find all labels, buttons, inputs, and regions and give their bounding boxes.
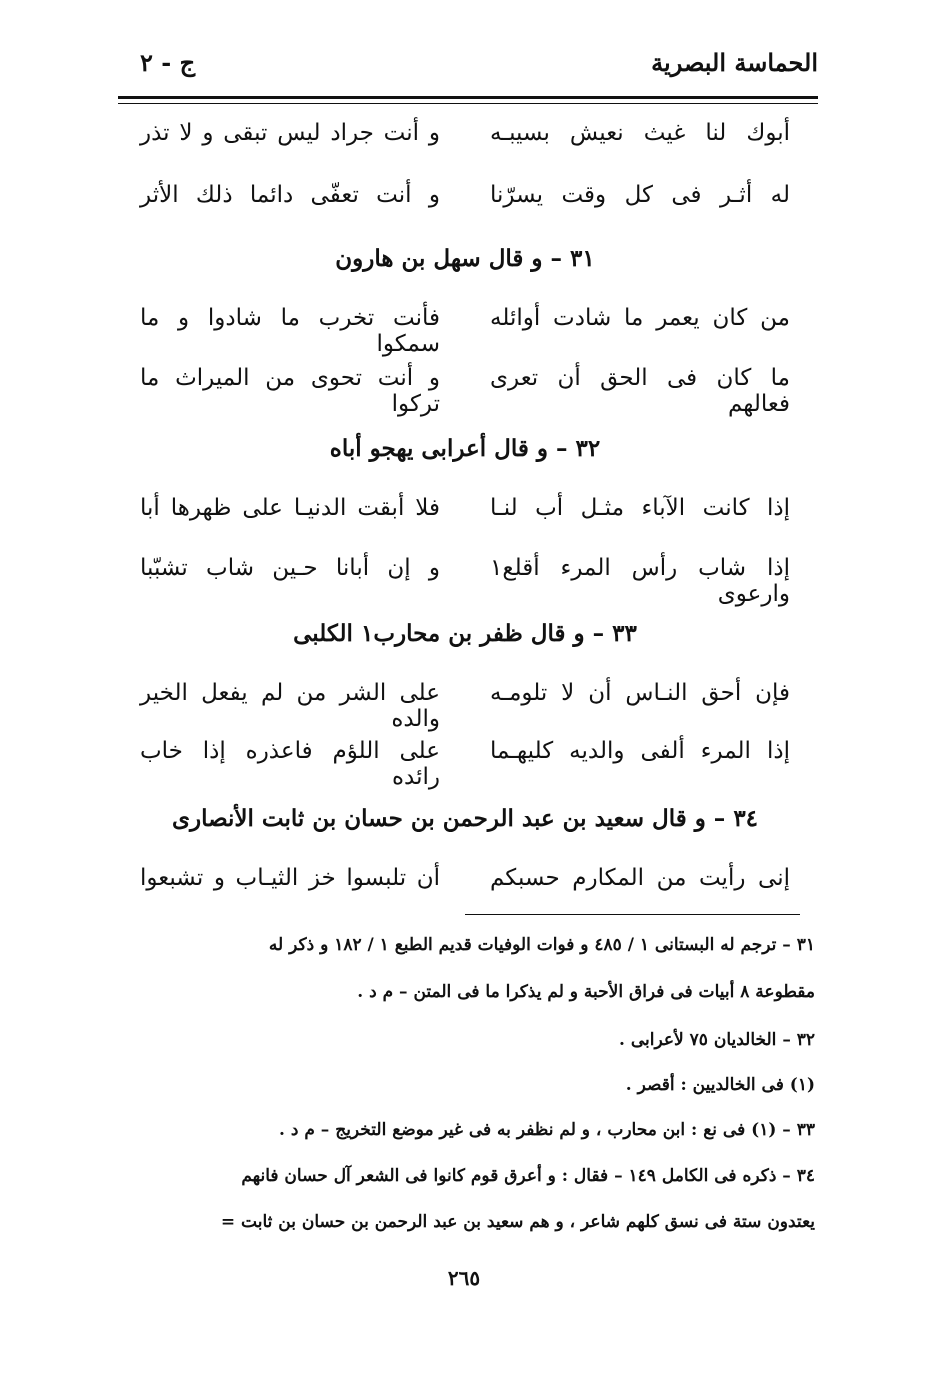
poem-heading-33: ٣٣ – و قال ظفر بن محارب١ الكلبى bbox=[293, 620, 637, 647]
volume-number: ج - ٢ bbox=[140, 48, 196, 77]
hemistich-first: إذا كانت الآباء مثـل أب لنـا bbox=[490, 495, 790, 521]
hemistich-first: من كان يعمر ما شادت أوائله bbox=[490, 305, 790, 331]
footnote-line: ٣٣ – (١) فى نع : ابن محارب ، و لم نظفر به فى غير موضع التخريج – م د . bbox=[279, 1120, 815, 1140]
hemistich-first: إنى رأيت من المكارم حسبكم bbox=[490, 865, 790, 891]
verse-line bbox=[140, 120, 790, 168]
footnote-line: يعتدون ستة فى نسق كلهم شاعر ، و هم سعيد بن عبد الرحمن بن حسان بن ثابت = bbox=[220, 1212, 815, 1232]
footnote-line: ٣١ – ترجم له البستانى ١ / ٤٨٥ و فوات الوفيات قديم الطبع ١ / ١٨٢ و ذكر له bbox=[268, 935, 815, 955]
footnote-line: ٣٢ – الخالديان ٧٥ لأعرابى . bbox=[619, 1030, 815, 1050]
verse-line bbox=[140, 555, 790, 607]
hemistich-second: و أنت تعفّى دائما ذلك الأثر bbox=[140, 182, 440, 208]
verse-line bbox=[140, 495, 790, 543]
verse-line bbox=[140, 865, 790, 913]
verse-line bbox=[140, 738, 790, 790]
verse-line bbox=[140, 182, 790, 230]
poem-heading-31: ٣١ – و قال سهل بن هارون bbox=[335, 245, 595, 272]
header-rule-thick bbox=[118, 96, 818, 99]
page-header bbox=[118, 48, 818, 92]
running-title: الحماسة البصرية bbox=[651, 48, 818, 77]
header-rule-thin bbox=[118, 103, 818, 104]
hemistich-first: له أثـر فى كل وقت يسرّنا bbox=[490, 182, 790, 208]
hemistich-second: و أنت تحوى من الميراث ما تركوا bbox=[140, 365, 440, 417]
verse-line bbox=[140, 305, 790, 357]
hemistich-second: على الشر من لم يفعل الخير والده bbox=[140, 680, 440, 732]
hemistich-first: فإن أحق النـاس أن لا تلومـه bbox=[490, 680, 790, 706]
footnote-separator bbox=[465, 914, 800, 915]
hemistich-second: فلا أبقت الدنيـا على ظهرها أبا bbox=[140, 495, 440, 521]
verse-line bbox=[140, 365, 790, 417]
hemistich-first: أبوك لنا غيث نعيش بسيبـه bbox=[490, 120, 790, 146]
hemistich-first: ما كان فى الحق أن تعرى فعالهم bbox=[490, 365, 790, 417]
hemistich-first: إذا شاب رأس المرء أقلع١ وارعوى bbox=[490, 555, 790, 607]
poem-heading-32: ٣٢ – و قال أعرابى يهجو أباه bbox=[329, 435, 601, 462]
hemistich-first: إذا المرء ألفى والديه كليهـما bbox=[490, 738, 790, 764]
hemistich-second: على اللؤم فاعذره إذا خاب رائده bbox=[140, 738, 440, 790]
footnote-line: مقطوعة ٨ أبيات فى فراق الأحبة و لم يذكرا ما فى المتن – م د . bbox=[357, 982, 815, 1002]
hemistich-second: فأنت تخرب ما شادوا و ما سمكوا bbox=[140, 305, 440, 357]
footnote-line: (١) فى الخالديين : أقصر . bbox=[625, 1075, 815, 1095]
verse-line bbox=[140, 680, 790, 732]
hemistich-second: أن تلبسوا خز الثيـاب و تشبعوا bbox=[140, 865, 440, 891]
footnote-line: ٣٤ – ذكره فى الكامل ١٤٩ – فقال : و أعرق قوم كانوا فى الشعر آل حسان فانهم bbox=[241, 1166, 815, 1186]
page-number: ٢٦٥ bbox=[447, 1266, 481, 1290]
poem-heading-34: ٣٤ – و قال سعيد بن عبد الرحمن بن حسان بن ثابت الأنصارى bbox=[171, 805, 759, 832]
hemistich-second: و إن أبانا حـين شاب تشبّبا bbox=[140, 555, 440, 581]
hemistich-second: و أنت جراد ليس تبقى و لا تذر bbox=[140, 120, 440, 146]
